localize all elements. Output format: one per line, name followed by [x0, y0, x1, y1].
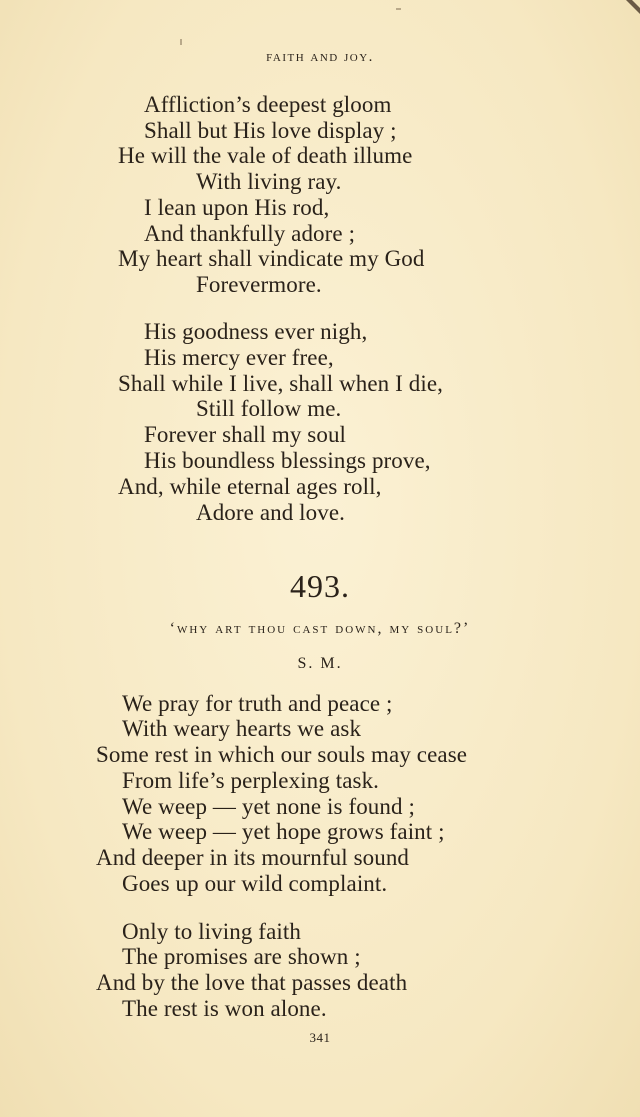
verse-line: Some rest in which our souls may cease — [96, 742, 468, 767]
verse-line: We pray for truth and peace ; — [122, 691, 393, 716]
print-speck — [396, 8, 401, 10]
print-speck — [180, 39, 182, 45]
hymn-number: 493. — [290, 568, 350, 604]
verse-line: And, while eternal ages roll, — [118, 474, 382, 499]
verse-line: With living ray. — [196, 169, 342, 194]
verse-line: Affliction’s deepest gloom — [144, 92, 392, 117]
verse-line: Only to living faith — [122, 919, 301, 944]
verse-line: His goodness ever nigh, — [144, 319, 368, 344]
page-number: 341 — [309, 1030, 331, 1045]
verse-line: Forevermore. — [196, 272, 322, 297]
verse-line: We weep — yet none is found ; — [122, 794, 415, 819]
verse-line: His boundless blessings prove, — [144, 448, 431, 473]
verse-line: Shall but His love display ; — [144, 118, 397, 143]
page-corner-mark — [618, 0, 640, 22]
verse-line: Forever shall my soul — [144, 422, 347, 447]
verse-line: The promises are shown ; — [122, 944, 361, 969]
hymn-meter: S. M. — [297, 655, 343, 672]
verse-line: My heart shall vindicate my God — [118, 246, 425, 271]
verse-line: And by the love that passes death — [96, 970, 408, 995]
verse-line: Adore and love. — [196, 500, 346, 525]
verse-line: I lean upon His rod, — [144, 195, 330, 220]
verse-line: From life’s perplexing task. — [122, 768, 380, 793]
verse-line: He will the vale of death illume — [118, 143, 413, 168]
verse-line: His mercy ever free, — [144, 345, 334, 370]
verse-line: And thankfully adore ; — [144, 221, 356, 246]
hymn-title: ‘why art thou cast down, my soul?’ — [169, 620, 471, 637]
verse-line: And deeper in its mournful sound — [96, 845, 410, 870]
verse-line: We weep — yet hope grows faint ; — [122, 819, 445, 844]
verse-line: Shall while I live, shall when I die, — [118, 371, 443, 396]
running-head: faith and joy. — [266, 49, 374, 65]
verse-line: Still follow me. — [196, 396, 342, 421]
verse-line: The rest is won alone. — [122, 996, 327, 1021]
verse-line: Goes up our wild complaint. — [122, 871, 388, 896]
verse-line: With weary hearts we ask — [122, 716, 362, 741]
